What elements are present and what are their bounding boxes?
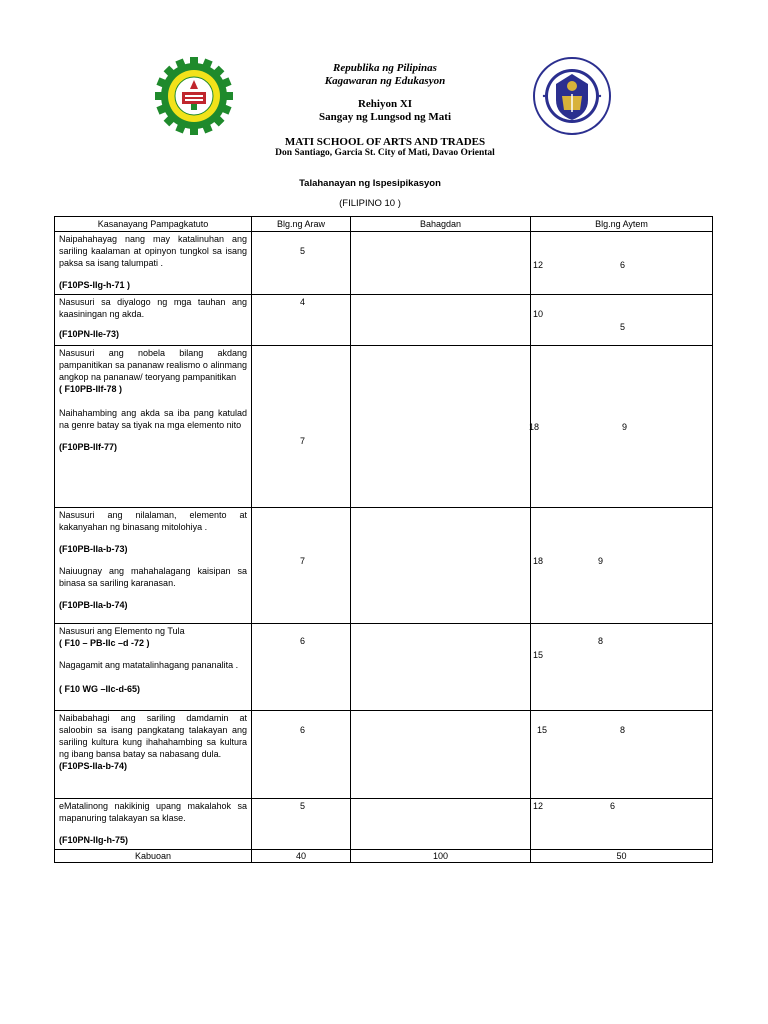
competency-cell [55,799,252,850]
days-cell [252,799,351,850]
competency-code: (F10PN-IIg-h-75) [59,835,129,845]
items-value: 5 [620,322,626,332]
competency-code: ( F10PB-IIf-78 ) [59,384,123,394]
competency-code: (F10PB-IIa-b-73) [59,544,128,554]
competency-cell [55,508,252,624]
days-value: 6 [300,636,306,646]
items-cell [531,295,713,346]
republic-text: Republika ng Pilipinas [333,62,437,74]
items-value: 9 [598,556,604,566]
page-title: Talahanayan ng Ispesipikasyon [299,178,441,189]
competency-code: (F10PB-IIf-77) [59,442,118,452]
competency-code: ( F10 WG –IIc-d-65) [59,684,141,694]
competency-code: (F10PB-IIa-b-74) [59,600,128,610]
table-row [55,508,713,624]
percentage-cell [351,346,540,508]
total-days: 40 [252,850,351,863]
competency-cell [55,232,252,295]
header-items: Blg.ng Aytem [531,217,713,232]
table-row [55,232,713,295]
header-days: Blg.ng Araw [252,217,351,232]
school-seal-gear-icon [154,56,234,136]
items-cell [531,624,713,711]
days-value: 5 [300,801,306,811]
competency-text: Nasusuri ang Elemento ng Tula [59,626,185,636]
table-row [55,346,713,508]
competency-cell [55,295,252,346]
header-competency: Kasanayang Pampagkatuto [55,217,252,232]
table-row [55,624,713,711]
competency-text: Nasusuri ang nobela bilang akdang pampanitikan sa pananaw realismo o alinmang angkop na pananaw/ teoryang pampanitikan [59,348,247,382]
competency-cell [55,624,252,711]
subject-label: (FILIPINO 10 ) [339,198,401,209]
competency-cell [55,711,252,799]
division-text: Sangay ng Lungsod ng Mati [318,111,452,123]
percentage-value: 12 [533,801,544,811]
table-header-row [55,217,713,232]
department-text: Kagawaran ng Edukasyon [324,75,446,87]
table-row [55,295,713,346]
table-row [55,711,713,799]
header-block-region [250,98,520,124]
items-value: 8 [620,725,626,735]
header-block-top [250,62,520,88]
items-value: 6 [620,260,626,270]
percentage-value: 18 [533,556,544,566]
items-value: 8 [598,636,604,646]
days-cell [252,232,351,295]
deped-seal-icon [532,56,612,136]
total-items: 50 [531,850,713,863]
days-value: 5 [300,246,306,256]
days-value: 7 [300,436,306,446]
competency-cell [55,346,252,508]
competency-text: Naihahambing ang akda sa iba pang katulad na genre batay sa tiyak na mga elemento nito [59,408,247,430]
days-cell [252,295,351,346]
competency-code: (F10PS-IIa-b-74) [59,761,128,771]
days-value: 6 [300,725,306,735]
school-address: Don Santiago, Garcia St. City of Mati, Davao Oriental [275,148,495,158]
competency-text: Naipahahayag nang may katalinuhan ang sariling kaalaman at opinyon tungkol sa isang paksa sa isang talumpati . [59,234,247,268]
percentage-value: 15 [537,725,548,735]
competency-code: (F10PN-IIe-73) [59,329,120,339]
total-row [55,850,713,863]
competency-text: eMatalinong nakikinig upang makalahok sa mapanuring talakayan sa klase. [59,801,247,823]
days-value: 4 [300,297,306,307]
days-value: 7 [300,556,306,566]
percentage-value: 15 [533,650,544,660]
region-text: Rehiyon XI [357,98,413,110]
total-percentage: 100 [351,850,531,863]
percentage-value: 12 [533,260,544,270]
competency-code: ( F10 – PB-IIc –d -72 ) [59,638,150,648]
total-label: Kabuoan [55,850,252,863]
days-cell [252,711,351,799]
competency-text: Nagagamit ang matatalinhagang pananalita . [59,660,239,670]
items-value: 9 [622,422,628,432]
percentage-cell [351,232,544,295]
deped-seal-logo [532,56,612,136]
header-percentage: Bahagdan [351,217,531,232]
percentage-value: 18 [529,422,540,432]
competency-text: Nasusuri ang nilalaman, elemento at kakanyahan ng binasang mitolohiya . [59,510,247,532]
days-cell [252,624,351,711]
days-cell [252,508,351,624]
table-row [55,799,713,850]
competency-code: (F10PS-IIg-h-71 ) [59,280,131,290]
competency-text: Naiuugnay ang mahahalagang kaisipan sa binasa sa sariling karanasan. [59,566,247,588]
school-name: MATI SCHOOL OF ARTS AND TRADES [284,136,486,148]
school-seal-logo [154,56,234,136]
competency-text: Nasusuri sa diyalogo ng mga tauhan ang kaasiningan ng akda. [59,297,247,319]
days-cell [252,346,351,508]
specification-table [54,216,713,863]
items-value: 6 [610,801,616,811]
percentage-value: 10 [533,309,544,319]
competency-text: Naibabahagi ang sariling damdamin at saloobin sa isang pangkatang talakayan ang sariling kultura kung ihahahambing sa kultura ng ibang bansa batay sa nabasang dula. [59,713,247,759]
